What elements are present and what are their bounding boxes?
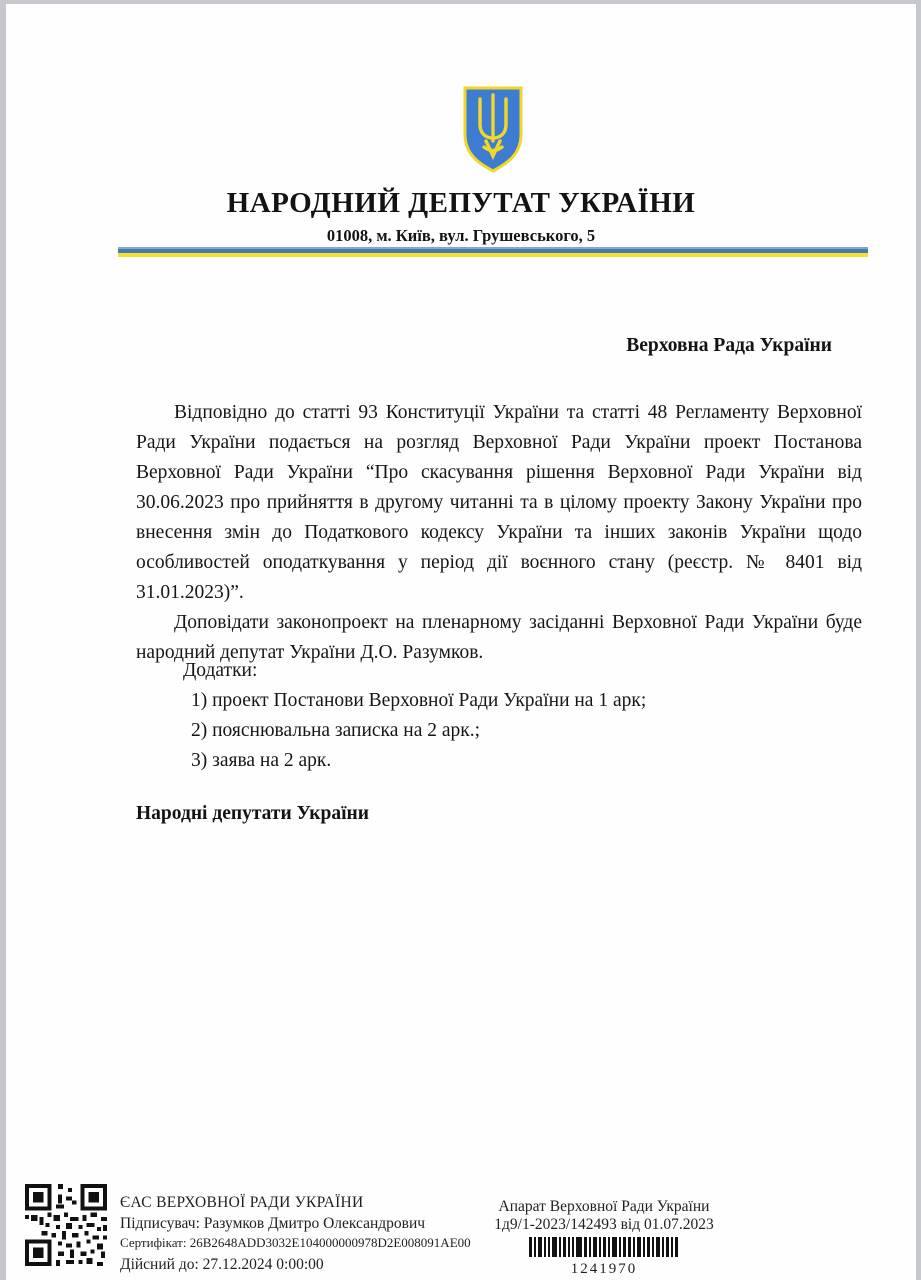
page-title: НАРОДНИЙ ДЕПУТАТ УКРАЇНИ xyxy=(226,187,696,219)
signature-signer: Підписувач: Разумков Дмитро Олександрович xyxy=(120,1215,426,1232)
qr-code-icon xyxy=(25,1184,107,1266)
registration-stamp xyxy=(474,1198,734,1277)
addressee: Верховна Рада України xyxy=(626,335,832,356)
attachment-item: 2) пояснювальна записка на 2 арк.; xyxy=(191,720,481,741)
ukraine-coat-of-arms-icon xyxy=(461,84,525,174)
registration-number: 1д9/1-2023/142493 від 01.07.2023 xyxy=(494,1216,714,1233)
flag-divider xyxy=(118,247,868,257)
signature-system: ЄАС ВЕРХОВНОЇ РАДИ УКРАЇНИ xyxy=(120,1194,364,1211)
letter-body xyxy=(136,398,862,668)
registration-office: Апарат Верховної Ради України xyxy=(498,1198,710,1215)
document-page xyxy=(6,4,916,1280)
signature-certificate: Сертифікат: 26B2648ADD3032E104000000978D2E008091AE00 xyxy=(120,1235,471,1250)
barcode-icon xyxy=(529,1237,679,1257)
barcode-number: 1241970 xyxy=(570,1261,638,1277)
attachment-item: 3) заява на 2 арк. xyxy=(191,750,332,771)
signature-stamp-text xyxy=(120,1184,471,1274)
attachments-label: Додатки: xyxy=(183,660,258,681)
signature-validity: Дійсний до: 27.12.2024 0:00:00 xyxy=(120,1256,324,1273)
signature-line: Народні депутати України xyxy=(136,803,370,824)
body-paragraph-1: Відповідно до статті 93 Конституції України та статті 48 Регламенту Верховної Ради України подається на розгляд Верховної Ради України проект Постанова Верховної Ради України “Про скасування рішення Верховної Ради України від 30.06.2023 про прийняття в другому читанні та в цілому проекту Закону України про внесення змін до Податкового кодексу України та інших законів України щодо особливостей оподаткування у період дії воєнного стану (реєстр. № 8401 від 31.01.2023)”. xyxy=(136,402,862,603)
header-address: 01008, м. Київ, вул. Грушевського, 5 xyxy=(326,226,596,245)
attachment-item: 1) проект Постанови Верховної Ради України на 1 арк; xyxy=(191,690,647,711)
attachments-section xyxy=(136,656,646,776)
digital-signature-stamp xyxy=(25,1184,471,1274)
body-paragraph-2: Доповідати законопроект на пленарному засіданні Верховної Ради України буде народний депутат України Д.О. Разумков. xyxy=(136,612,862,663)
